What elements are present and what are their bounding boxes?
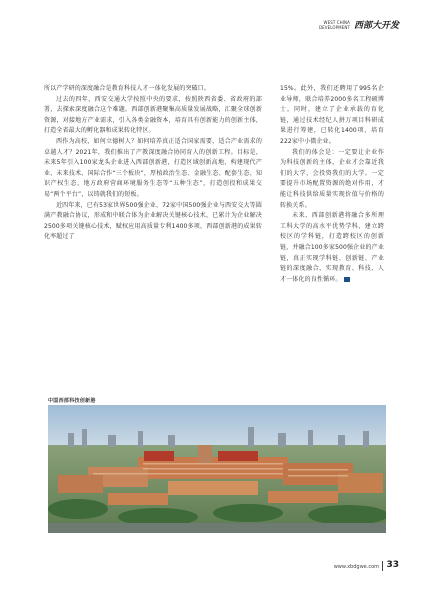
end-mark-icon (344, 277, 350, 282)
right-column (280, 84, 384, 285)
paragraph: 我们的体会是：一定要让企业作为科技创新的主体，企业才会靠近我们的大学，会投资我们的大学。一定要提升市场配置资源的绝对作用，才能让科技供给质量实现价值与价格的转换关系。 (280, 148, 384, 209)
left-column (44, 84, 262, 243)
paragraph: 所以产学研的深度融合是教育科技人才一体化发展的突破口。 (44, 85, 211, 92)
masthead-en: WEST CHINA DEVELOPMENT (318, 19, 350, 30)
photo-caption: 中国西部科技创新港 (48, 398, 96, 404)
paragraph-text: 未来，西部创新港将融合多所理工科大学的高水平优势学科，建立跨校区的学科链，打造跨校区的创新链，并融合100多家500强企业的产业链，真正实现学科链、创新链、产业链的深度融合，实现教育、科技、人才一体化的良性循环。 (280, 212, 384, 283)
paragraph: 15%。此外，我们还聘用了995名企业导师，联合培养2000多名工程硕博士。同时，建立了企业承载的育化链，通过技术经纪人拼万项目科研成果进行筹建，已转化1400项，培育222家中小微企业。 (280, 85, 384, 145)
paragraph-last (280, 211, 384, 285)
masthead-cn: 西部大开发 (353, 21, 399, 31)
paragraph: 过去的四年，西安交通大学按照中央的要求，按照陕西省委、省政府的部署，去探索深度融合这个难题。西部创新港聚集高质量发展战略，汇聚全球创新资源，对接地方产业需求，引入各类金融资本，培育具有创新能力的创新主体，打造全省最大的孵化器和成果转化特区。 (44, 95, 262, 135)
paragraph: 近四年来，已有53家世界500强企业、72家中国500强企业与西安交大等圆满产教融合协议，形成和中联合体为企业解决关键核心技术，已累计为企业解决2500多项关键核心技术，赋权应用高质量专利1400多项，西部创新港的成果转化率超过了 (44, 201, 262, 241)
page-separator (382, 561, 383, 571)
paragraph: 西作为高校，如何立德树人？如何培养真正适合国家需要，适合产业需求的卓越人才？2021年，我们推出了产教深度融合协同育人的创新工程。目标是，未来5年引入100家龙头企业进入西部创新港，打造区域创新高地，构建现代产业、未来技术、国际合作“三个板块”，厚植政治生态、金融生态、配套生态、知识产权生态、地方政府营商环境服务生态等“五种生态”，打造创投和成果交易“两个平台”，以铸就我们的短板。 (44, 137, 262, 198)
page-number: 33 (386, 560, 399, 570)
road (48, 523, 386, 533)
masthead (314, 18, 399, 31)
footer-url: www.xbdgwe.com (333, 564, 379, 570)
campus-photo (48, 405, 386, 533)
campus-aerial-illustration (48, 405, 386, 533)
